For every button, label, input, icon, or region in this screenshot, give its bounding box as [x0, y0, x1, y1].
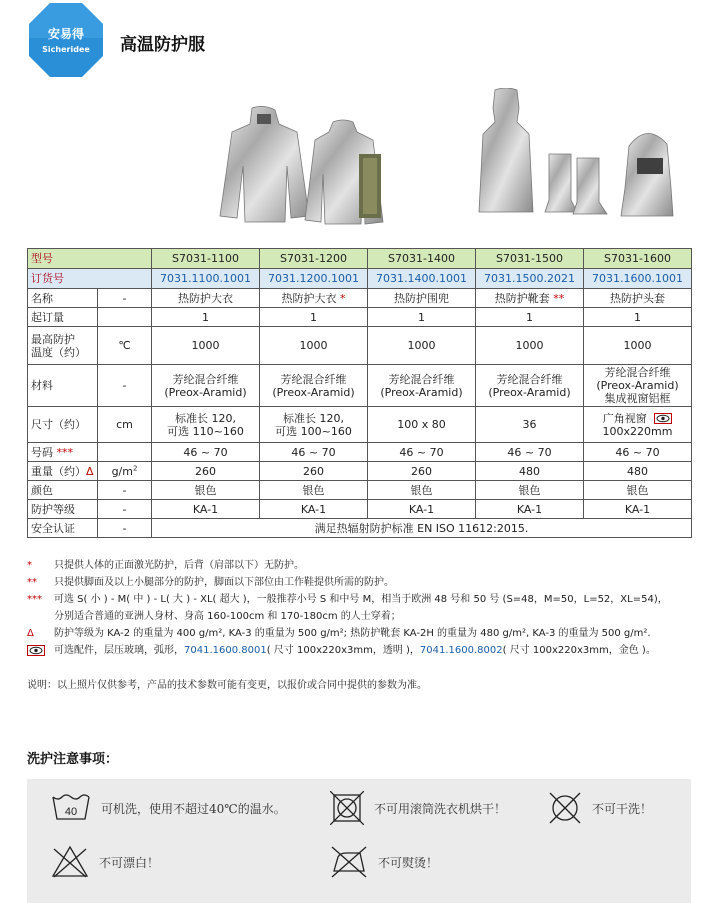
svg-text:40: 40: [64, 806, 78, 818]
row-label: 防护等级: [28, 500, 98, 519]
page-title: 高温防护服: [120, 35, 205, 55]
footnote-3: *** 可选 S( 小 ) - M( 中 ) - L( 大 ) - XL( 超大 )，一般推荐小号 S 和中号 M，相当于欧洲 48 号和 50 号 (S=48，M=50，L=52，XL=54)， 分别适合普通的亚洲人身材、身高 160-100cm 和 170-180cm 的人士穿着；: [27, 594, 668, 622]
value-cell: 46 ~ 70: [152, 443, 260, 462]
unit-cell: $g/m^2$: [98, 462, 152, 481]
footnote-1: * 只提供人体的正面激光防护，后背（肩部以下）无防护。: [27, 560, 304, 571]
eye-icon: [654, 413, 672, 424]
value-cell: 46 ~ 70: [368, 443, 476, 462]
value-cell: 1: [368, 308, 476, 327]
no-bleach-icon: [51, 845, 89, 879]
value-cell: 1: [476, 308, 584, 327]
model-cell: S7031-1100: [152, 249, 260, 269]
unit-cell: [98, 443, 152, 462]
value-cell: 银色: [584, 481, 692, 500]
value-cell: 260: [368, 462, 476, 481]
unit-cell: -: [98, 365, 152, 407]
value-cell: 36: [476, 407, 584, 443]
table-row-size: [28, 407, 692, 443]
table-row-code: [28, 443, 692, 462]
value-cell: 热防护头套: [584, 289, 692, 308]
value-cell: 银色: [260, 481, 368, 500]
unit-cell: -: [98, 519, 152, 538]
value-cell: KA-1: [476, 500, 584, 519]
model-cell: S7031-1500: [476, 249, 584, 269]
model-cell: S7031-1400: [368, 249, 476, 269]
value-cell: 广角视窗 100x220mm: [584, 407, 692, 443]
value-cell: 标准长 120, 可选 100~160: [260, 407, 368, 443]
certification-cell: 满足热辐射防护标准 EN ISO 11612:2015.: [152, 519, 692, 538]
table-row-name: [28, 289, 692, 308]
value-cell: 热防护靴套 **: [476, 289, 584, 308]
unit-cell: -: [98, 289, 152, 308]
care-item-no-iron: 不可熨烫！: [330, 845, 438, 879]
value-cell: 芳纶混合纤维 (Preox-Aramid): [368, 365, 476, 407]
unit-cell: -: [98, 500, 152, 519]
table-row-model: [28, 249, 692, 269]
value-cell: 1000: [260, 327, 368, 365]
value-cell: 1000: [152, 327, 260, 365]
row-label: 订货号: [28, 269, 152, 289]
value-cell: 银色: [368, 481, 476, 500]
care-item-no-dry-clean: 不可干洗！: [548, 791, 652, 825]
disclaimer: 说明：以上照片仅供参考，产品的技术参数可能有变更，以报价或合同中提供的参数为准。: [27, 680, 427, 691]
boot-cover-photo: [543, 150, 609, 218]
care-panel: [27, 779, 691, 903]
value-cell: 1000: [368, 327, 476, 365]
row-label: 材料: [28, 365, 98, 407]
value-cell: 热防护大衣 *: [260, 289, 368, 308]
value-cell: KA-1: [152, 500, 260, 519]
value-cell: 260: [260, 462, 368, 481]
order-number-cell: 7031.1200.1001: [260, 269, 368, 289]
footnotes: [27, 557, 697, 659]
table-row-weight: [28, 462, 692, 481]
unit-cell: ℃: [98, 327, 152, 365]
wash-40-icon: [51, 793, 91, 823]
row-label: 安全认证: [28, 519, 98, 538]
table-row-protection-level: [28, 500, 692, 519]
hood-photo: [619, 128, 675, 218]
value-cell: KA-1: [260, 500, 368, 519]
value-cell: 芳纶混合纤维 (Preox-Aramid): [476, 365, 584, 407]
order-number-cell: 7031.1600.1001: [584, 269, 692, 289]
care-item-wash: 40 可机洗，使用不超过40℃的温水。: [51, 793, 286, 823]
value-cell: 1: [152, 308, 260, 327]
row-label: 最高防护 温度（约）: [28, 327, 98, 365]
table-row-color: [28, 481, 692, 500]
value-cell: 480: [476, 462, 584, 481]
no-tumble-dry-icon: [330, 791, 364, 825]
table-row-moq: [28, 308, 692, 327]
unit-cell: cm: [98, 407, 152, 443]
coat-photo: [217, 106, 312, 224]
value-cell: 46 ~ 70: [584, 443, 692, 462]
row-label: 名称: [28, 289, 98, 308]
care-title: 洗护注意事项：: [27, 752, 119, 767]
row-label: 重量（约）Δ: [28, 462, 98, 481]
order-number-cell: 7031.1500.2021: [476, 269, 584, 289]
footnote-5: 可选配件，层压玻璃，弧形，7041.1600.8001( 尺寸 100x220x3mm，透明 )，7041.1600.8002( 尺寸 100x220x3mm，金色 )。: [27, 642, 697, 659]
table-row-material: [28, 365, 692, 407]
footnote-4: Δ 防护等级为 KA-2 的重量为 400 g/m², KA-3 的重量为 500 g/m²; 热防护靴套 KA-2H 的重量为 480 g/m², KA-3 的重量为 500 g/m².: [27, 628, 651, 639]
no-dry-clean-icon: [548, 791, 582, 825]
coat-apron-photo: [303, 118, 395, 226]
value-cell: 480: [584, 462, 692, 481]
value-cell: 260: [152, 462, 260, 481]
row-label: 尺寸（约）: [28, 407, 98, 443]
eye-icon: [27, 645, 45, 656]
product-photos: [205, 88, 675, 233]
row-label: 号码 ***: [28, 443, 98, 462]
value-cell: 银色: [152, 481, 260, 500]
table-row-certification: [28, 519, 692, 538]
unit-cell: -: [98, 481, 152, 500]
value-cell: 1000: [476, 327, 584, 365]
apron-photo: [477, 88, 535, 216]
order-number-cell: 7031.1400.1001: [368, 269, 476, 289]
no-iron-icon: [330, 845, 368, 879]
value-cell: 标准长 120, 可选 110~160: [152, 407, 260, 443]
value-cell: KA-1: [584, 500, 692, 519]
value-cell: 1000: [584, 327, 692, 365]
model-cell: S7031-1200: [260, 249, 368, 269]
brand-name: 安易得: [47, 27, 84, 41]
value-cell: KA-1: [368, 500, 476, 519]
row-label: 起订量: [28, 308, 98, 327]
value-cell: 芳纶混合纤维 (Preox-Aramid) 集成视窗铝框: [584, 365, 692, 407]
value-cell: 100 x 80: [368, 407, 476, 443]
spec-table: [27, 248, 692, 538]
value-cell: 46 ~ 70: [476, 443, 584, 462]
value-cell: 芳纶混合纤维 (Preox-Aramid): [152, 365, 260, 407]
order-number-cell: 7031.1100.1001: [152, 269, 260, 289]
brand-logo: [28, 2, 104, 78]
model-cell: S7031-1600: [584, 249, 692, 269]
value-cell: 热防护围兜: [368, 289, 476, 308]
value-cell: 1: [260, 308, 368, 327]
care-item-no-bleach: 不可漂白！: [51, 845, 159, 879]
unit-cell: [98, 308, 152, 327]
row-label: 型号: [28, 249, 152, 269]
value-cell: 1: [584, 308, 692, 327]
brand-name-latin: Sicheridee: [42, 45, 90, 54]
care-item-no-tumble-dry: 不可用滚筒洗衣机烘干！: [330, 791, 506, 825]
value-cell: 芳纶混合纤维 (Preox-Aramid): [260, 365, 368, 407]
value-cell: 46 ~ 70: [260, 443, 368, 462]
row-label: 颜色: [28, 481, 98, 500]
table-row-order: [28, 269, 692, 289]
table-row-temperature: [28, 327, 692, 365]
footnote-2: ** 只提供脚面及以上小腿部分的防护，脚面以下部位由工作鞋提供所需的防护。: [27, 577, 394, 588]
value-cell: 热防护大衣: [152, 289, 260, 308]
value-cell: 银色: [476, 481, 584, 500]
